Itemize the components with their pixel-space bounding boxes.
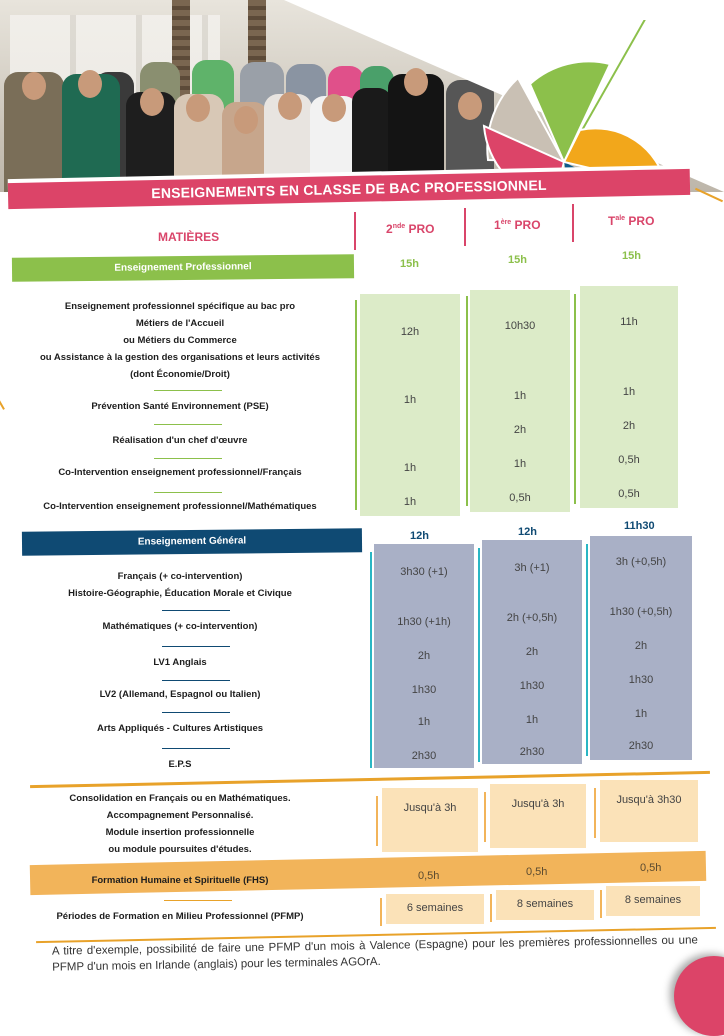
- row-divider: [162, 646, 230, 647]
- decorative-tick: [0, 396, 12, 410]
- subject-arts-appliques: Arts Appliqués - Cultures Artistiques: [96, 723, 264, 734]
- column-separator: [600, 890, 602, 918]
- column-separator: [355, 300, 357, 510]
- column-separator: [464, 208, 466, 246]
- subject-professional-specific: Enseignement professionnel spécifique au bac pro Métiers de l'Accueil ou Métiers du Commerce ou Assistance à la gestion des organisations et leurs activités (dont Économie/Droit): [40, 301, 320, 380]
- general-section-band: Enseignement Général: [22, 528, 362, 556]
- subject-eps: E.P.S: [168, 759, 192, 770]
- fhs-terminale: 0,5h: [640, 862, 662, 874]
- consolidation-terminale: Jusqu'à 3h30: [600, 780, 698, 842]
- general-column-terminale: 3h (+0,5h) 1h30 (+0,5h) 2h 1h30 1h 2h30: [590, 536, 692, 760]
- professional-total-2nde: 15h: [400, 258, 419, 270]
- column-separator: [380, 898, 382, 926]
- row-divider: [154, 492, 222, 493]
- general-total-terminale: 11h30: [624, 520, 655, 532]
- professional-total-1ere: 15h: [508, 254, 527, 266]
- row-divider: [162, 610, 230, 611]
- subject-lv1: LV1 Anglais: [153, 657, 207, 668]
- column-separator: [354, 212, 356, 250]
- general-total-2nde: 12h: [410, 530, 429, 542]
- general-column-1ere: 3h (+1) 2h (+0,5h) 2h 1h30 1h 2h30: [482, 540, 582, 764]
- column-separator: [586, 544, 588, 756]
- pink-corner-circle: [674, 956, 724, 1036]
- column-separator: [376, 796, 378, 846]
- column-separator: [484, 792, 486, 842]
- face: [22, 72, 46, 100]
- column-separator: [594, 788, 596, 838]
- fhs-1ere: 0,5h: [526, 866, 548, 878]
- row-divider: [154, 390, 222, 391]
- consolidation-1ere: Jusqu'à 3h: [490, 784, 586, 848]
- face: [234, 106, 258, 134]
- column-separator: [574, 294, 576, 504]
- subject-pfmp: Périodes de Formation en Milieu Professionnel (PFMP): [56, 911, 304, 922]
- professional-section-band: Enseignement Professionnel: [12, 254, 354, 282]
- pfmp-1ere: 8 semaines: [496, 890, 594, 920]
- subject-consolidation: Consolidation en Français ou en Mathématiques. Accompagnement Personnalisé. Module insertion professionnelle ou module poursuites d'études.: [69, 793, 291, 855]
- column-separator: [466, 296, 468, 506]
- subject-mathematiques: Mathématiques (+ co-intervention): [102, 621, 258, 632]
- consolidation-2nde: Jusqu'à 3h: [382, 788, 478, 852]
- professional-total-terminale: 15h: [622, 250, 641, 262]
- pfmp-2nde: 6 semaines: [386, 894, 484, 924]
- face: [186, 94, 210, 122]
- column-separator: [370, 552, 372, 768]
- subject-lv2: LV2 (Allemand, Espagnol ou Italien): [99, 689, 261, 700]
- level-header-2nde: 2nde PRO: [386, 222, 435, 236]
- subject-pse: Prévention Santé Environnement (PSE): [91, 401, 269, 412]
- subject-fhs: Formation Humaine et Spirituelle (FHS): [91, 875, 269, 886]
- column-separator: [478, 548, 480, 762]
- footnote-text: A titre d'exemple, possibilité de faire une PFMP d'un mois à Valence (Espagne) pour les premières professionnelles ou une PFMP d'un mois en Irlande (anglais) pour les terminales AGOrA.: [51, 934, 698, 974]
- row-divider: [162, 712, 230, 713]
- column-separator: [572, 204, 574, 242]
- general-total-1ere: 12h: [518, 526, 537, 538]
- decorative-fan-logo-icon: [470, 20, 720, 180]
- fhs-2nde: 0,5h: [418, 870, 440, 882]
- row-divider: [162, 748, 230, 749]
- professional-column-2nde: 12h 1h 1h 1h: [360, 294, 460, 516]
- face: [140, 88, 164, 116]
- row-divider: [164, 900, 232, 901]
- face: [78, 70, 102, 98]
- column-separator: [490, 894, 492, 922]
- pfmp-terminale: 8 semaines: [606, 886, 700, 916]
- row-divider: [154, 458, 222, 459]
- subject-francais-histoire: Français (+ co-intervention) Histoire-Géographie, Éducation Morale et Civique: [68, 571, 292, 599]
- row-divider: [162, 680, 230, 681]
- level-header-1ere: 1ère PRO: [494, 218, 541, 232]
- table-title: ENSEIGNEMENTS EN CLASSE DE BAC PROFESSIONNEL: [151, 176, 547, 202]
- subject-coint-maths: Co-Intervention enseignement professionnel/Mathématiques: [43, 501, 317, 512]
- professional-column-1ere: 10h30 1h 2h 1h 0,5h: [470, 290, 570, 512]
- subject-chef-doeuvre: Réalisation d'un chef d'œuvre: [112, 435, 248, 446]
- level-header-terminale: $T^{ale}$ PRO: [608, 214, 655, 228]
- professional-column-terminale: 11h 1h 2h 0,5h 0,5h: [580, 286, 678, 508]
- row-divider: [154, 424, 222, 425]
- general-column-2nde: 3h30 (+1) 1h30 (+1h) 2h 1h30 1h 2h30: [374, 544, 474, 768]
- subject-coint-francais: Co-Intervention enseignement professionnel/Français: [58, 467, 302, 478]
- subjects-column-header: MATIÈRES: [158, 230, 220, 244]
